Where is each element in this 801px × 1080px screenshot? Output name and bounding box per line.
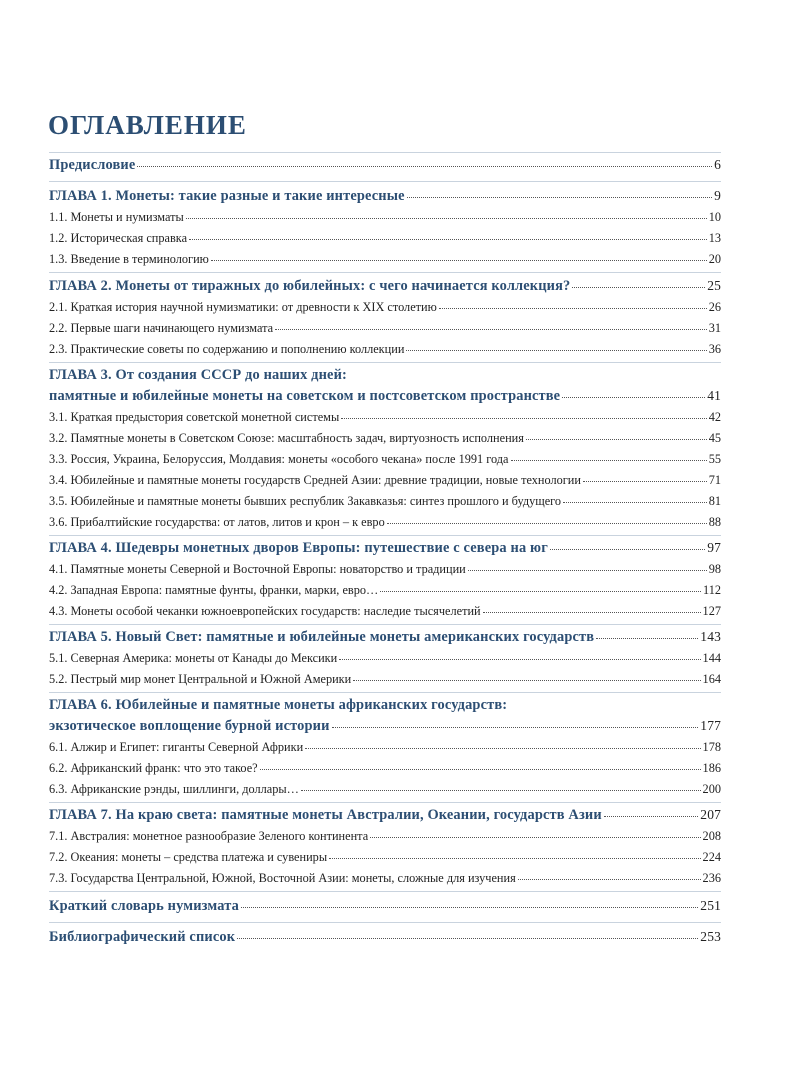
leader-dots	[562, 397, 705, 398]
divider	[49, 624, 721, 625]
toc-section-2-1[interactable]	[49, 300, 721, 315]
toc-section-3-5[interactable]	[49, 494, 721, 509]
entry-page: 55	[708, 452, 721, 466]
page-title: ОГЛАВЛЕНИЕ	[48, 110, 247, 140]
entry-page: 41	[707, 388, 721, 403]
entry-page: 208	[702, 829, 721, 843]
entry-label: 6.2. Африканский франк: что это такое?	[49, 761, 258, 775]
leader-dots	[329, 858, 700, 859]
entry-label: памятные и юбилейные монеты на советском и постсоветском пространстве	[49, 388, 561, 404]
entry-page: 98	[708, 562, 721, 576]
entry-label: 2.2. Первые шаги начинающего нумизмата	[49, 321, 274, 335]
leader-dots	[550, 549, 705, 550]
toc-chapter-1[interactable]	[49, 188, 721, 205]
entry-label: 3.3. Россия, Украина, Белоруссия, Молдавия: монеты «особого чекана» после 1991 года	[49, 452, 509, 466]
entry-label: 1.2. Историческая справка	[49, 231, 188, 245]
entry-page: 127	[702, 604, 721, 618]
entry-label: 4.2. Западная Европа: памятные фунты, франки, марки, евро…	[49, 583, 379, 597]
toc-section-3-4[interactable]	[49, 473, 721, 488]
leader-dots	[189, 239, 707, 240]
toc-section-3-1[interactable]	[49, 410, 721, 425]
toc-section-3-3[interactable]	[49, 452, 721, 467]
toc-section-2-3[interactable]	[49, 342, 721, 357]
entry-label: 3.4. Юбилейные и памятные монеты государств Средней Азии: древние традиции, новые технологии	[49, 473, 581, 487]
entry-label: экзотическое воплощение бурной истории	[49, 718, 330, 734]
toc-section-1-1[interactable]	[49, 210, 721, 225]
toc-section-6-3[interactable]	[49, 782, 721, 797]
leader-dots	[305, 748, 700, 749]
entry-label: 3.5. Юбилейные и памятные монеты бывших республик Закавказья: синтез прошлого и будущего	[49, 494, 562, 508]
entry-page: 13	[708, 231, 721, 245]
leader-dots	[518, 879, 701, 880]
leader-dots	[407, 197, 712, 198]
leader-dots	[572, 287, 705, 288]
entry-page: 177	[700, 718, 721, 733]
entry-label: Библиографический список	[49, 929, 236, 945]
entry-page: 186	[702, 761, 721, 775]
leader-dots	[370, 837, 700, 838]
leader-dots	[483, 612, 701, 613]
entry-page: 178	[702, 740, 721, 754]
divider	[49, 535, 721, 536]
leader-dots	[380, 591, 701, 592]
entry-page: 112	[703, 583, 721, 597]
entry-label: Краткий словарь нумизмата	[49, 898, 239, 914]
entry-label: 4.3. Монеты особой чеканки южноевропейских государств: наследие тысячелетий	[49, 604, 481, 618]
leader-dots	[468, 570, 707, 571]
entry-label: 3.1. Краткая предыстория советской монетной системы	[49, 410, 340, 424]
toc-chapter-3[interactable]	[49, 388, 721, 405]
entry-page: 251	[700, 898, 721, 913]
entry-page: 143	[700, 629, 721, 644]
leader-dots	[583, 481, 707, 482]
entry-page: 9	[714, 188, 721, 203]
toc-chapter-2[interactable]	[49, 278, 721, 295]
leader-dots	[353, 680, 700, 681]
toc-section-3-6[interactable]	[49, 515, 721, 530]
leader-dots	[439, 308, 707, 309]
divider	[49, 362, 721, 363]
entry-label: 3.6. Прибалтийские государства: от латов, литов и крон – к евро	[49, 515, 385, 529]
toc-entry-bibliography[interactable]	[49, 929, 721, 946]
entry-label: 6.3. Африканские рэнды, шиллинги, доллары…	[49, 782, 299, 796]
entry-page: 20	[708, 252, 721, 266]
entry-page: 81	[708, 494, 721, 508]
toc-section-5-1[interactable]	[49, 651, 721, 666]
entry-label: ГЛАВА 5. Новый Свет: памятные и юбилейные монеты американских государств	[49, 629, 595, 645]
entry-page: 144	[702, 651, 721, 665]
entry-page: 236	[702, 871, 721, 885]
toc-section-7-1[interactable]	[49, 829, 721, 844]
toc-section-4-2[interactable]	[49, 583, 721, 598]
entry-label: 1.3. Введение в терминологию	[49, 252, 209, 266]
entry-label: 7.1. Австралия: монетное разнообразие Зеленого континента	[49, 829, 369, 843]
entry-page: 26	[708, 300, 721, 314]
toc-chapter-4[interactable]	[49, 540, 721, 557]
toc-section-4-3[interactable]	[49, 604, 721, 619]
toc-chapter-6-title[interactable]: ГЛАВА 6. Юбилейные и памятные монеты африканских государств:	[49, 697, 508, 713]
entry-label: 4.1. Памятные монеты Северной и Восточной Европы: новаторство и традиции	[49, 562, 466, 576]
toc-section-5-2[interactable]	[49, 672, 721, 687]
leader-dots	[237, 938, 698, 939]
entry-page: 45	[708, 431, 721, 445]
toc-section-2-2[interactable]	[49, 321, 721, 336]
leader-dots	[406, 350, 706, 351]
leader-dots	[241, 907, 698, 908]
toc-section-3-2[interactable]	[49, 431, 721, 446]
leader-dots	[387, 523, 707, 524]
leader-dots	[596, 638, 698, 639]
entry-label: Предисловие	[49, 157, 136, 173]
entry-page: 88	[708, 515, 721, 529]
entry-label: 6.1. Алжир и Египет: гиганты Северной Африки	[49, 740, 304, 754]
entry-page: 36	[708, 342, 721, 356]
entry-page: 42	[708, 410, 721, 424]
entry-label: 7.3. Государства Центральной, Южной, Восточной Азии: монеты, сложные для изучения	[49, 871, 516, 885]
toc-chapter-3-title[interactable]: ГЛАВА 3. От создания СССР до наших дней:	[49, 367, 347, 383]
divider	[49, 692, 721, 693]
toc-entry-glossary[interactable]	[49, 898, 721, 915]
entry-label: 7.2. Океания: монеты – средства платежа и сувениры	[49, 850, 328, 864]
toc-section-6-2[interactable]	[49, 761, 721, 776]
leader-dots	[186, 218, 707, 219]
leader-dots	[211, 260, 707, 261]
entry-label: ГЛАВА 7. На краю света: памятные монеты Австралии, Океании, государств Азии	[49, 807, 602, 823]
leader-dots	[563, 502, 707, 503]
entry-label: 1.1. Монеты и нумизматы	[49, 210, 184, 224]
divider	[49, 181, 721, 182]
leader-dots	[137, 166, 712, 167]
entry-page: 31	[708, 321, 721, 335]
toc-section-6-1[interactable]	[49, 740, 721, 755]
entry-page: 207	[700, 807, 721, 822]
entry-label: ГЛАВА 2. Монеты от тиражных до юбилейных: с чего начинается коллекция?	[49, 278, 571, 294]
entry-label: 3.2. Памятные монеты в Советском Союзе: масштабность задач, виртуозность исполнения	[49, 431, 524, 445]
entry-page: 224	[702, 850, 721, 864]
leader-dots	[301, 790, 701, 791]
leader-dots	[260, 769, 701, 770]
toc-section-4-1[interactable]	[49, 562, 721, 577]
entry-label: 2.1. Краткая история научной нумизматики: от древности к XIX столетию	[49, 300, 437, 314]
toc-section-1-3[interactable]	[49, 252, 721, 267]
toc-chapter-5[interactable]	[49, 629, 721, 646]
entry-label: 5.2. Пестрый мир монет Центральной и Южной Америки	[49, 672, 352, 686]
entry-page: 25	[707, 278, 721, 293]
entry-page: 6	[714, 157, 721, 172]
divider	[49, 272, 721, 273]
leader-dots	[341, 418, 706, 419]
divider	[49, 891, 721, 892]
entry-label: 2.3. Практические советы по содержанию и пополнению коллекции	[49, 342, 405, 356]
entry-page: 71	[708, 473, 721, 487]
leader-dots	[275, 329, 707, 330]
divider	[49, 802, 721, 803]
entry-page: 164	[702, 672, 721, 686]
entry-label: 5.1. Северная Америка: монеты от Канады до Мексики	[49, 651, 338, 665]
toc-chapter-6[interactable]	[49, 718, 721, 735]
divider	[49, 922, 721, 923]
divider	[49, 152, 721, 153]
toc-chapter-7[interactable]	[49, 807, 721, 824]
entry-page: 253	[700, 929, 721, 944]
toc-entry-preface[interactable]	[49, 157, 721, 174]
leader-dots	[339, 659, 700, 660]
toc-section-7-2[interactable]	[49, 850, 721, 865]
leader-dots	[511, 460, 707, 461]
toc-section-1-2[interactable]	[49, 231, 721, 246]
entry-label: ГЛАВА 1. Монеты: такие разные и такие интересные	[49, 188, 405, 204]
toc-section-7-3[interactable]	[49, 871, 721, 886]
leader-dots	[332, 727, 699, 728]
leader-dots	[526, 439, 707, 440]
entry-page: 200	[702, 782, 721, 796]
entry-page: 10	[708, 210, 721, 224]
entry-page: 97	[707, 540, 721, 555]
leader-dots	[604, 816, 699, 817]
entry-label: ГЛАВА 4. Шедевры монетных дворов Европы: путешествие с севера на юг	[49, 540, 548, 556]
